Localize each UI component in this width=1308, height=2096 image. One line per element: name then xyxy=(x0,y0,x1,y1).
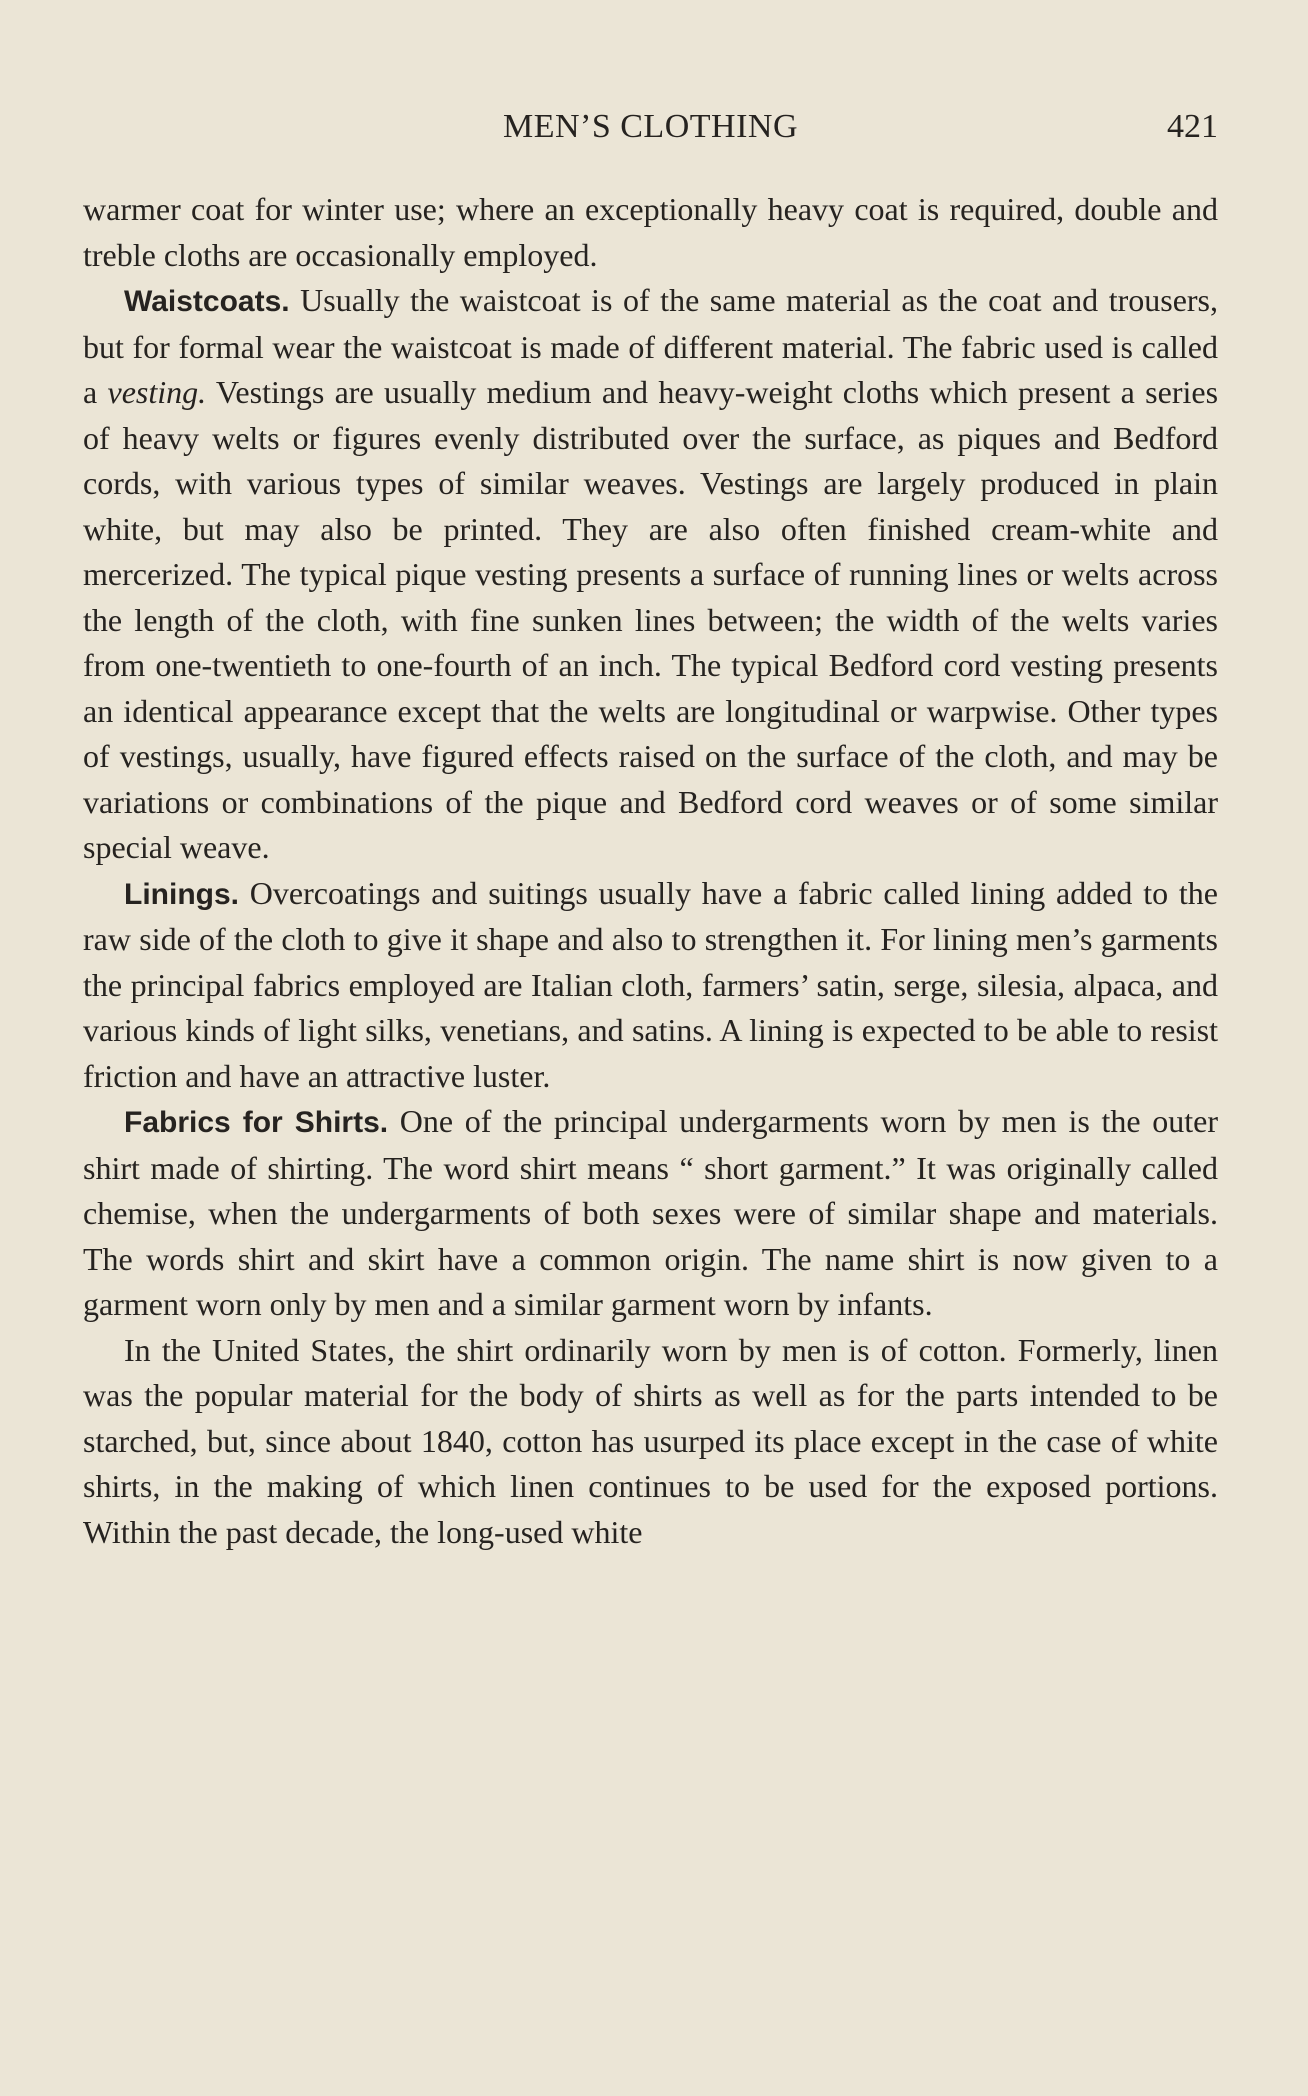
running-title: MEN’S CLOTHING xyxy=(502,108,799,145)
paragraph-text: Usually the waistcoat is of the same material as the coat and trousers, but for formal wear the waistcoat is made of different material. The fabric used is called a xyxy=(83,282,1219,410)
paragraph-text: One of the principal undergarments worn by men is the outer shirt made of shirting. The word shirt means “ short garment.” It was originally called chemise, when the undergarments of both sexes were of similar shape and materials. The words shirt and skirt have a common origin. The name shirt is now given to a garment worn only by men and a similar garment worn by infants. xyxy=(83,1103,1219,1322)
paragraph-waistcoats xyxy=(83,278,1218,871)
italic-term: vesting. xyxy=(107,374,207,410)
paragraph-fabrics-for-shirts xyxy=(83,1099,1218,1328)
paragraph-text: Vestings are usually medium and heavy-weight cloths which present a series of heavy welts or figures evenly distributed over the surface, as piques and Bedford cords, with various types of similar weaves. Vestings are largely produced in plain white, but may also be printed. They are also often finished cream-white and mercerized. The typical pique vesting presents a surface of running lines or welts across the length of the cloth, with fine sunken lines between; the width of the welts varies from one-twentieth to one-fourth of an inch. The typical Bedford cord vesting presents an identical appearance except that the welts are longitudinal or warpwise. Other types of vestings, usually, have figured effects raised on the surface of the cloth, and may be variations or combinations of the pique and Bedford cord weaves or of some similar special weave. xyxy=(83,374,1219,865)
paragraph-text: warmer coat for winter use; where an exceptionally heavy coat is required, double and treble cloths are occasionally employed. xyxy=(83,191,1218,273)
paragraph-united-states xyxy=(83,1328,1218,1556)
paragraph-text: Overcoatings and suitings usually have a fabric called lining added to the raw side of the cloth to give it shape and also to strengthen it. For lining men’s garments the principal fabrics employed are Italian cloth, farmers’ satin, serge, silesia, alpaca, and various kinds of light silks, venetians, and satins. A lining is expected to be able to resist friction and have an attractive luster. xyxy=(83,874,1219,1094)
paragraph-linings xyxy=(83,871,1218,1100)
paragraph-continuation xyxy=(83,187,1218,278)
page-number: 421 xyxy=(1167,108,1218,145)
body-text xyxy=(83,187,1218,1555)
section-heading-fabrics-for-shirts: Fabrics for Shirts. xyxy=(124,1106,389,1139)
section-heading-linings: Linings. xyxy=(124,877,239,911)
page-header xyxy=(83,108,1218,154)
section-heading-waistcoats: Waistcoats. xyxy=(124,285,290,318)
paragraph-text: In the United States, the shirt ordinarily worn by men is of cotton. Formerly, linen was the popular material for the body of shirts as well as for the parts intended to be starched, but, since about 1840, cotton has usurped its place except in the case of white shirts, in the making of which linen continues to be used for the exposed portions. Within the past decade, the long-used white xyxy=(83,1331,1218,1550)
